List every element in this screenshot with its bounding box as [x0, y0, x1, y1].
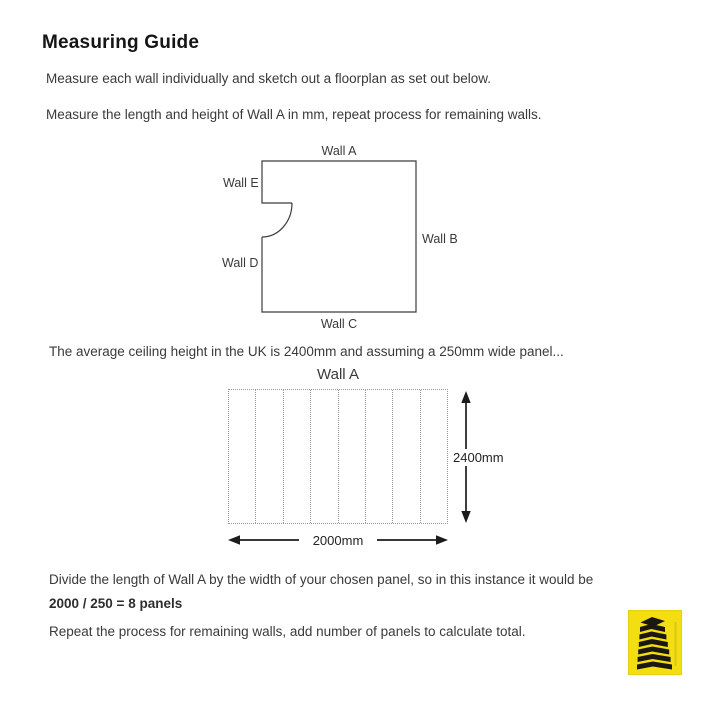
panel-cell [256, 390, 283, 523]
panel-diagram-title: Wall A [317, 366, 359, 383]
height-dimension-label: 2400mm [453, 450, 504, 465]
formula-text: 2000 / 250 = 8 panels [49, 596, 183, 611]
floorplan-label-wall-e: Wall E [223, 176, 259, 190]
repeat-note-paragraph: Repeat the process for remaining walls, add number of panels to calculate total. [49, 624, 526, 639]
width-dimension-label: 2000mm [299, 533, 378, 548]
intro-paragraph-2: Measure the length and height of Wall A in mm, repeat process for remaining walls. [46, 107, 542, 122]
panel-cell [421, 390, 447, 523]
floorplan-outline [262, 161, 416, 312]
floorplan-label-wall-b: Wall B [422, 232, 458, 246]
panel-cell [229, 390, 256, 523]
panel-cell [393, 390, 420, 523]
stacked-panels-icon [628, 610, 682, 675]
floorplan-label-wall-a: Wall A [321, 144, 357, 158]
panel-cell [284, 390, 311, 523]
divide-note-paragraph: Divide the length of Wall A by the width of your chosen panel, so in this instance it would be [49, 572, 594, 587]
width-dimension-label-wrap [228, 532, 448, 550]
panel-cell [311, 390, 338, 523]
door-swing-arc [262, 203, 292, 237]
ceiling-note-paragraph: The average ceiling height in the UK is 2400mm and assuming a 250mm wide panel... [49, 344, 564, 359]
page-title: Measuring Guide [42, 32, 200, 53]
brand-logo [628, 610, 682, 675]
floorplan-label-wall-c: Wall C [320, 317, 358, 331]
panel-cell [366, 390, 393, 523]
panel-cell [339, 390, 366, 523]
panel-grid [228, 389, 448, 524]
intro-paragraph-1: Measure each wall individually and sketch out a floorplan as set out below. [46, 71, 492, 86]
floorplan-label-wall-d: Wall D [222, 256, 259, 270]
